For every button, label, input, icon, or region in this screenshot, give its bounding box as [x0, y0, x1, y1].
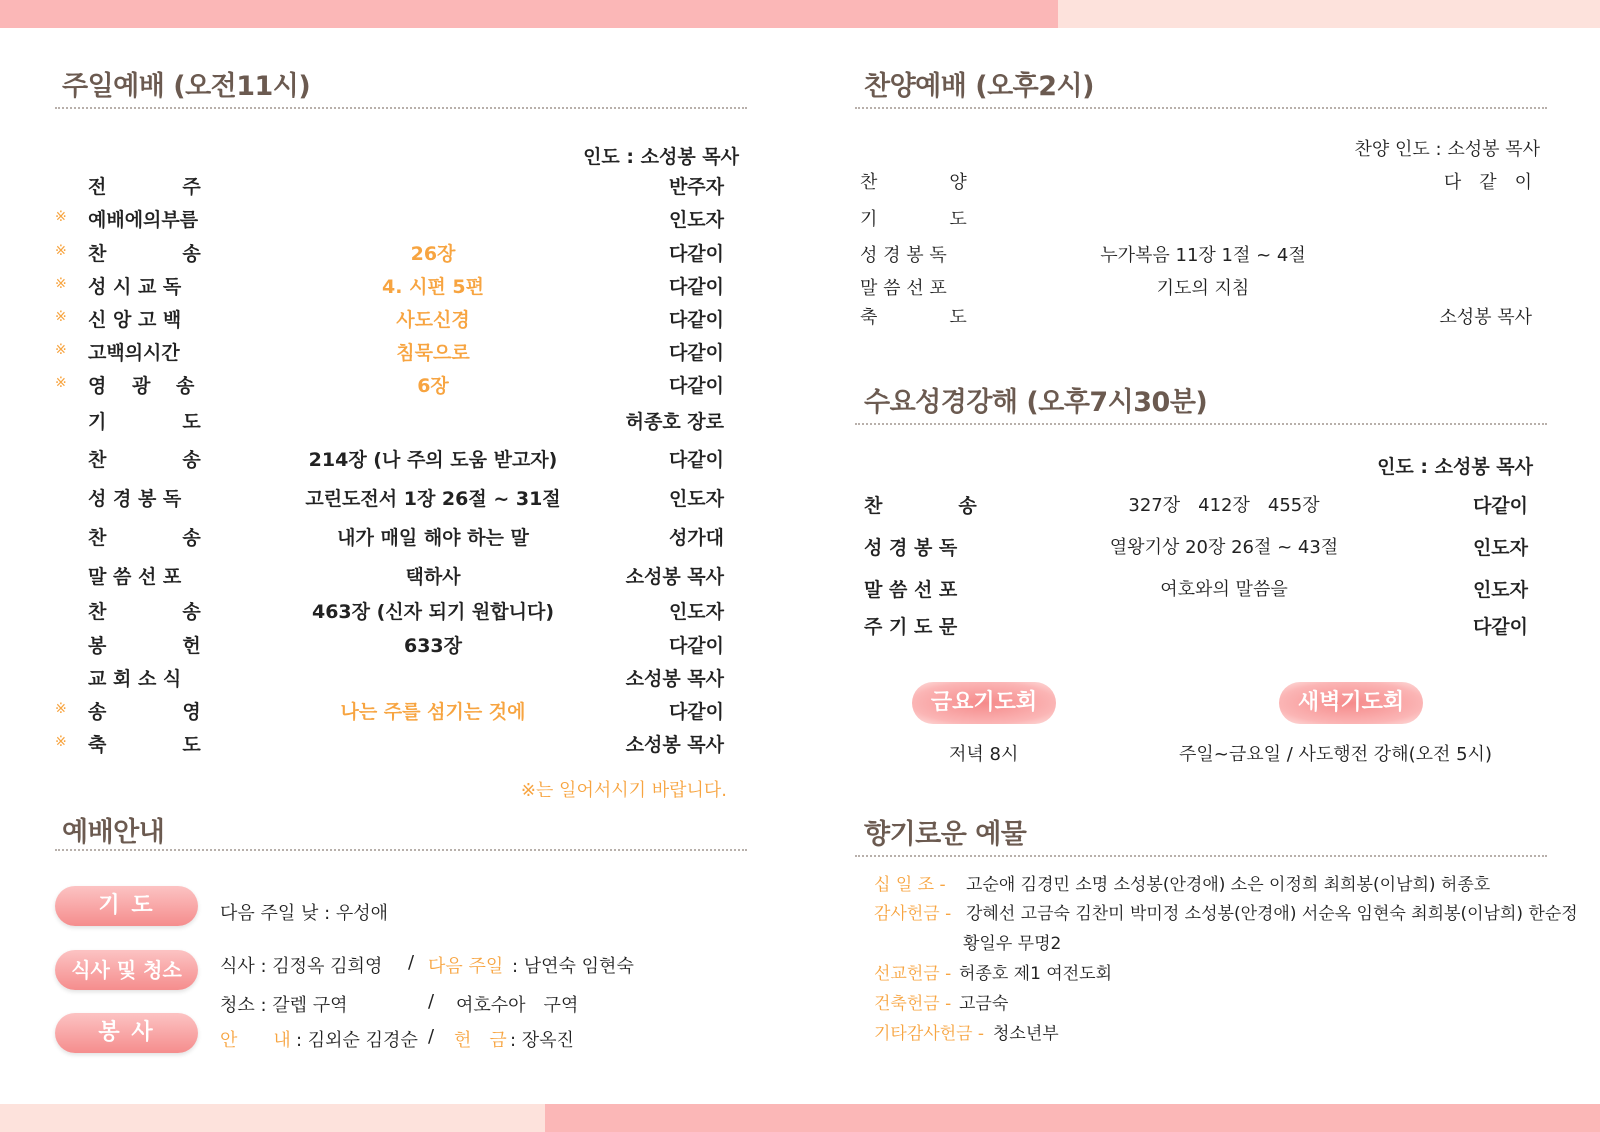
row-person: 다같이 — [668, 342, 724, 364]
row-content: 내가 매일 해야 하는 말 — [337, 527, 529, 549]
offering-category: 기타감사헌금 - — [874, 1024, 985, 1044]
clean-sep: / — [428, 991, 435, 1012]
row-person: 인도자 — [668, 488, 724, 510]
meal-sep: / — [408, 952, 415, 973]
usher-text: : 김외순 김경순 — [296, 1030, 418, 1051]
row-label: 성 경 봉 독 — [88, 488, 182, 510]
row-label: 축 도 — [88, 734, 201, 756]
bottom-bar-dark — [545, 1104, 1600, 1132]
sunday-leader: 인도 : 소성봉 목사 — [583, 146, 739, 168]
row-person: 반주자 — [668, 176, 724, 198]
dawn-prayer-time: 주일~금요일 / 사도행전 강해(오전 5시) — [1179, 744, 1492, 765]
row-label: 찬 송 — [88, 449, 201, 471]
row-person: 다같이 — [668, 243, 724, 265]
meal-text: 식사 : 김정옥 김희영 — [220, 956, 383, 977]
stand-mark: ※ — [55, 734, 67, 750]
stand-mark: ※ — [55, 342, 67, 358]
row-person: 다같이 — [668, 276, 724, 298]
offering-names: 고순애 김경민 소명 소성봉(안경애) 소은 이정희 최희봉(이남희) 허종호 — [966, 875, 1491, 895]
offering-names: 허종호 제1 여전도회 — [959, 964, 1112, 984]
row-content: 214장 (나 주의 도움 받고자) — [308, 449, 558, 471]
row-person: 다같이 — [1472, 495, 1528, 517]
row-person: 허종호 장로 — [625, 411, 724, 433]
prayer-text: 다음 주일 낮 : 우성애 — [220, 903, 389, 924]
guide-rule — [55, 849, 747, 851]
row-person: 다같이 — [668, 701, 724, 723]
row-person: 성가대 — [668, 527, 724, 549]
wednesday-title: 수요성경강해 (오후7시30분) — [864, 387, 1208, 418]
row-label: 성 경 봉 독 — [864, 537, 958, 559]
top-bar-dark — [0, 0, 1058, 28]
row-person: 다같이 — [1472, 616, 1528, 638]
row-content: 침묵으로 — [396, 342, 470, 364]
wednesday-leader: 인도 : 소성봉 목사 — [1377, 456, 1533, 478]
row-label: 성 경 봉 독 — [860, 245, 947, 266]
row-person: 다같이 — [668, 309, 724, 331]
row-label: 찬 양 — [860, 172, 967, 193]
stand-mark: ※ — [55, 243, 67, 259]
row-label: 찬 송 — [864, 495, 977, 517]
row-content: 6장 — [417, 375, 449, 397]
row-label: 말 씀 선 포 — [864, 579, 958, 601]
sunday-title: 주일예배 (오전11시) — [62, 71, 311, 102]
row-person: 인도자 — [1472, 537, 1528, 559]
row-content: 기도의 지침 — [1156, 278, 1250, 299]
row-label: 기 도 — [860, 209, 967, 230]
row-content: 사도신경 — [396, 309, 470, 331]
offering-category: 건축헌금 - — [874, 994, 952, 1014]
row-person: 소성봉 목사 — [625, 566, 724, 588]
meal-next-label: 다음 주일 — [428, 956, 504, 977]
row-label: 축 도 — [860, 307, 967, 328]
usher-label: 안 내 — [220, 1030, 291, 1051]
row-label: 전 주 — [88, 176, 201, 198]
offer-text: : 장옥진 — [510, 1030, 574, 1051]
meal-pill: 식사 및 청소 — [55, 950, 198, 990]
clean-text2: 여호수아 구역 — [456, 995, 579, 1016]
row-person: 소성봉 목사 — [1439, 307, 1532, 328]
wednesday-rule — [855, 423, 1547, 425]
row-person: 인도자 — [1472, 579, 1528, 601]
row-person: 소성봉 목사 — [625, 668, 724, 690]
row-label: 봉 헌 — [88, 635, 201, 657]
row-person: 다같이 — [668, 375, 724, 397]
offering-rule — [855, 855, 1547, 857]
row-label: 교 회 소 식 — [88, 668, 182, 690]
row-label: 성 시 교 독 — [88, 276, 182, 298]
stand-mark: ※ — [55, 276, 67, 292]
prayer-pill: 기 도 — [55, 886, 198, 926]
row-person: 다 같 이 — [1443, 172, 1532, 193]
offer-label: 헌 금 — [454, 1030, 507, 1051]
row-content: 누가복음 11장 1절 ~ 4절 — [1100, 245, 1306, 266]
row-label: 예배에의부름 — [88, 209, 199, 231]
standing-note: ※는 일어서시기 바랍니다. — [520, 780, 727, 801]
row-label: 신 앙 고 백 — [88, 309, 182, 331]
row-content: 나는 주를 섬기는 것에 — [340, 701, 526, 723]
stand-mark: ※ — [55, 209, 67, 225]
row-content: 고린도전서 1장 26절 ~ 31절 — [305, 488, 561, 510]
row-person: 인도자 — [668, 601, 724, 623]
friday-prayer-time: 저녁 8시 — [949, 744, 1019, 765]
usher-sep: / — [428, 1026, 435, 1047]
offering-category: 선교헌금 - — [874, 964, 952, 984]
row-label: 송 영 — [88, 701, 201, 723]
row-label: 찬 송 — [88, 527, 201, 549]
row-person: 다같이 — [668, 635, 724, 657]
row-content: 327장 412장 455장 — [1128, 495, 1320, 516]
praise-rule — [855, 107, 1547, 109]
row-person: 다같이 — [668, 449, 724, 471]
clean-text: 청소 : 갈렙 구역 — [220, 995, 348, 1016]
offering-names: 황일우 무명2 — [963, 934, 1062, 954]
row-label: 영 광 송 — [88, 375, 195, 397]
row-label: 찬 송 — [88, 601, 201, 623]
row-label: 찬 송 — [88, 243, 201, 265]
meal-next-text: : 남연숙 임현숙 — [512, 956, 634, 977]
praise-title: 찬양예배 (오후2시) — [864, 71, 1094, 102]
offering-category: 감사헌금 - — [874, 904, 952, 924]
service-pill: 봉 사 — [55, 1013, 198, 1053]
row-content: 4. 시편 5편 — [382, 276, 484, 298]
sunday-rule — [55, 107, 747, 109]
row-content: 택하사 — [405, 566, 461, 588]
row-person: 인도자 — [668, 209, 724, 231]
row-label: 말 씀 선 포 — [88, 566, 182, 588]
bottom-bar-light — [0, 1104, 545, 1132]
row-content: 여호와의 말씀을 — [1160, 579, 1288, 600]
row-content: 열왕기상 20장 26절 ~ 43절 — [1109, 537, 1339, 558]
offering-names: 청소년부 — [993, 1024, 1059, 1044]
top-bar-light — [1058, 0, 1600, 28]
offering-title: 향기로운 예물 — [864, 819, 1027, 850]
offering-category: 십 일 조 - — [874, 875, 946, 895]
offering-names: 강혜선 고금숙 김찬미 박미정 소성봉(안경애) 서순옥 임현숙 최희봉(이남희) 한순정 — [966, 904, 1578, 924]
offering-names: 고금숙 — [959, 994, 1009, 1014]
row-content: 633장 — [403, 635, 463, 657]
stand-mark: ※ — [55, 375, 67, 391]
row-content: 26장 — [410, 243, 456, 265]
praise-leader: 찬양 인도 : 소성봉 목사 — [1354, 139, 1540, 160]
row-person: 소성봉 목사 — [625, 734, 724, 756]
row-content: 463장 (신자 되기 원합니다) — [311, 601, 555, 623]
guide-title: 예배안내 — [62, 817, 165, 848]
dawn-prayer-pill: 새벽기도회 — [1279, 682, 1423, 724]
row-label: 주 기 도 문 — [864, 616, 958, 638]
stand-mark: ※ — [55, 701, 67, 717]
stand-mark: ※ — [55, 309, 67, 325]
row-label: 고백의시간 — [88, 342, 180, 364]
row-label: 기 도 — [88, 411, 201, 433]
row-label: 말 씀 선 포 — [860, 278, 947, 299]
friday-prayer-pill: 금요기도회 — [912, 682, 1056, 724]
